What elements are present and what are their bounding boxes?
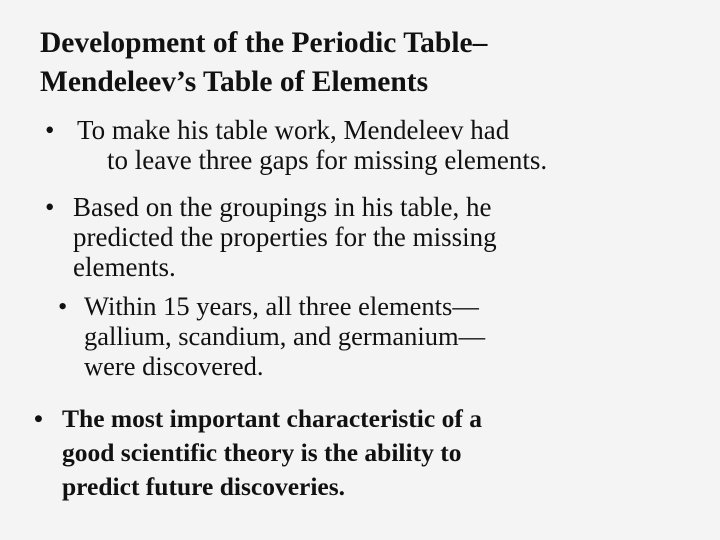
bullet-item-1 xyxy=(45,115,685,175)
bullet-text xyxy=(58,291,688,381)
title-line-1: Development of the Periodic Table– xyxy=(40,27,488,59)
bullet-marker: • xyxy=(45,115,55,145)
bullet-line: good scientific theory is the ability to xyxy=(62,438,462,467)
bullet-line: predicted the properties for the missing xyxy=(73,222,497,252)
slide-title xyxy=(40,24,690,102)
bullet-text xyxy=(34,402,694,504)
bullet-line: elements. xyxy=(73,252,176,282)
bullet-line: Based on the groupings in his table, he xyxy=(73,192,492,222)
bullet-marker: • xyxy=(45,192,55,222)
sub-bullet-item xyxy=(58,291,688,381)
bullet-line: Within 15 years, all three elements— xyxy=(84,291,479,321)
bullet-marker: • xyxy=(58,291,68,321)
bullet-text xyxy=(45,192,685,282)
bullet-line: to leave three gaps for missing elements. xyxy=(107,145,548,175)
bullet-line: To make his table work, Mendeleev had xyxy=(77,115,510,145)
bullet-line: gallium, scandium, and germanium— xyxy=(84,321,486,351)
bullet-item-key-point xyxy=(34,402,694,504)
bullet-line: were discovered. xyxy=(84,351,264,381)
bullet-text xyxy=(45,115,685,175)
bullet-item-2 xyxy=(45,192,685,282)
title-line-2: Mendeleev’s Table of Elements xyxy=(40,66,429,98)
bullet-line: predict future discoveries. xyxy=(62,472,346,501)
bullet-marker: • xyxy=(34,404,43,433)
bullet-line: The most important characteristic of a xyxy=(62,404,482,433)
